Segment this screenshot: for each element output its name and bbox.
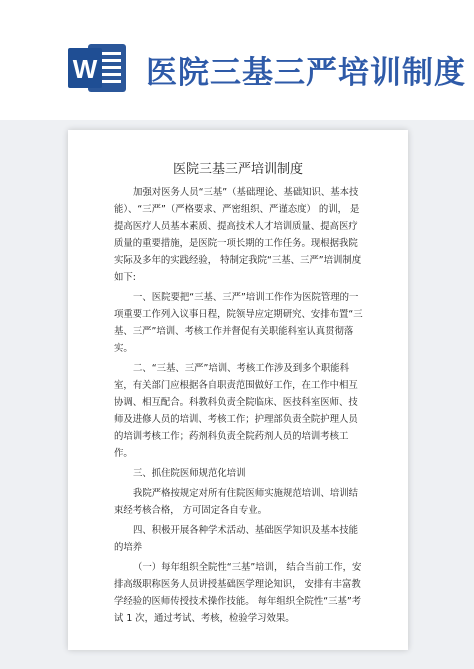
document-page (68, 130, 408, 650)
paragraph-4-heading: 四、积极开展各种学术活动、基础医学知识及基本技能的培养 (114, 525, 359, 553)
paragraph-4-item-1: （一）每年组织全院性“三基”培训， 结合当前工作，安排高级职称医务人员讲授基础医学理论知识， 安排有丰富教学经验的医师传授技术操作技能。 每年组织全院性“三基”考试 1 次，通过考试、考核，检验学习效果。 (114, 562, 362, 624)
header-banner (0, 0, 474, 120)
paragraph-3-heading: 三、抓住院医师规范化培训 (133, 468, 246, 479)
document-body (114, 184, 366, 630)
paragraph-2: 二、“三基、三严”培训、考核工作涉及到多个职能科室，有关部门应根据各自职责范围做好工作，在工作中相互协调、相互配合。科教科负责全院临床、医技科室医师、技师及进修人员的培训、考核工作；护理部负责全院护理人员的培训考核工作；药剂科负责全院药剂人员的培训考核工作。 (114, 363, 358, 459)
word-icon-letter: W (72, 54, 98, 84)
page-title: 医院三基三严培训制度 (146, 55, 466, 91)
word-icon (66, 40, 128, 96)
paragraph-intro: 加强对医务人员“三基”（基础理论、基础知识、基本技能）、“三严”（严格要求、严密组织、严谨态度） 的训， 是提高医疗人员基本素质、提高技术人才培训质量、提高医疗质量的重要措施，是医院一项长期的工作任务。现根据我院实际及多年的实践经验， 特制定我院“三基、三严”培训制度如下: (114, 187, 362, 283)
paragraph-1: 一、医院要把“三基、三严”培训工作作为医院管理的一项重要工作列入议事日程，院领导应定期研究、安排布置“三基、三严”培训、考核工作并督促有关职能科室认真贯彻落实。 (114, 292, 363, 354)
document-title: 医院三基三严培训制度 (172, 162, 303, 177)
paragraph-3-body: 我院严格按规定对所有住院医师实施规范培训、培训结束经考核合格， 方可固定各自专业。 (114, 488, 359, 516)
